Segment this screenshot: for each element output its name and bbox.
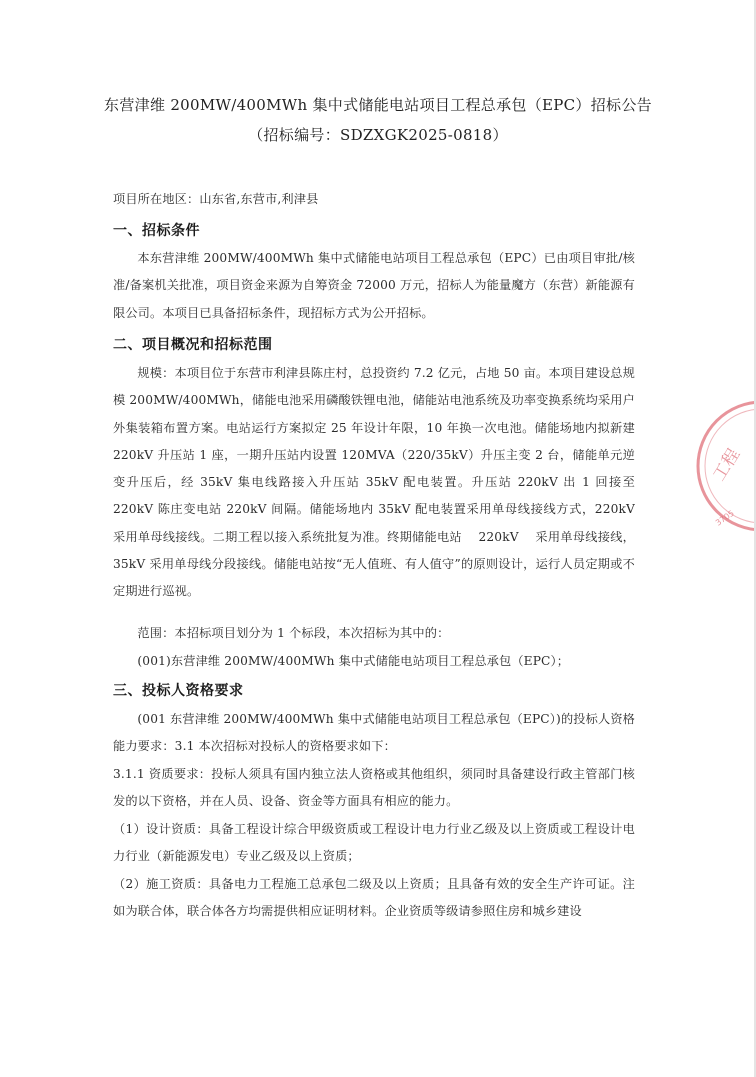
- project-scale-paragraph: 规模：本项目位于东营市利津县陈庄村，总投资约 7.2 亿元，占地 50 亩。本项目建设总规模 200MW/400MWh，储能电池采用磷酸铁锂电池，储能站电池系统及功率变换系统均采用户外集装箱布置方案。电站运行方案拟定 25 年设计年限，10 年换一次电池。储能场地内拟新建 220kV 升压站 1 座，一期升压站内设置 120MVA（220/35kV）升压主变 2 台，储能单元逆变升压后，经 35kV 集电线路接入升压站 35kV 配电装置。升压站 220kV 出 1 回接至 220kV 陈庄变电站 220kV 间隔。储能场地内 35kV 配电装置采用单母线接线方式，220kV 采用单母线接线。二期工程以接入系统批复为准。终期储能电站 220kV 采用单母线接线，35kV 采用单母线分段接线。储能电站按“无人值班、有人值守”的原则设计，运行人员定期或不定期进行巡视。: [113, 366, 635, 599]
- section-heading-bidding-conditions: 一、招标条件: [113, 223, 200, 239]
- section-heading-bidder-qualifications: 三、投标人资格要求: [113, 683, 244, 699]
- project-location: 项目所在地区：山东省,东营市,利津县: [113, 192, 319, 206]
- company-seal: [692, 398, 756, 568]
- bidding-conditions-paragraph: 本东营津维 200MW/400MWh 集中式储能电站项目工程总承包（EPC）已由项目审批/核准/备案机关批准，项目资金来源为自筹资金 72000 万元，招标人为能量魔方（东营）新能源有限公司。本项目已具备招标条件，现招标方式为公开招标。: [113, 251, 635, 320]
- svg-text:3705: 3705: [713, 508, 736, 528]
- section-heading-project-overview: 二、项目概况和招标范围: [113, 337, 273, 353]
- project-scope-paragraph: 范围：本招标项目划分为 1 个标段，本次招标为其中的：: [137, 626, 450, 640]
- svg-text:工程: 工程: [709, 445, 745, 485]
- qualification-requirement-paragraph: 3.1.1 资质要求：投标人须具有国内独立法人资格或其他组织，须同时具备建设行政主管部门核发的以下资格，并在人员、设备、资金等方面具有相应的能力。: [113, 767, 635, 809]
- tender-number: （招标编号：SDZXGK2025-0818）: [248, 126, 508, 144]
- lot-item: (001)东营津维 200MW/400MWh 集中式储能电站项目工程总承包（EPC）；: [137, 654, 570, 668]
- design-qualification-paragraph: （1）设计资质：具备工程设计综合甲级资质或工程设计电力行业乙级及以上资质或工程设计电力行业（新能源发电）专业乙级及以上资质；: [113, 822, 635, 864]
- construction-qualification-paragraph: （2）施工资质：具备电力工程施工总承包二级及以上资质；且具备有效的安全生产许可证。注 如为联合体，联合体各方均需提供相应证明材料。企业资质等级请参照住房和城乡建设: [113, 877, 635, 919]
- document-title: 东营津维 200MW/400MWh 集中式储能电站项目工程总承包（EPC）招标公告: [104, 96, 652, 114]
- qualification-intro-paragraph: (001 东营津维 200MW/400MWh 集中式储能电站项目工程总承包（EPC）)的投标人资格能力要求：3.1 本次招标对投标人的资格要求如下：: [113, 712, 635, 754]
